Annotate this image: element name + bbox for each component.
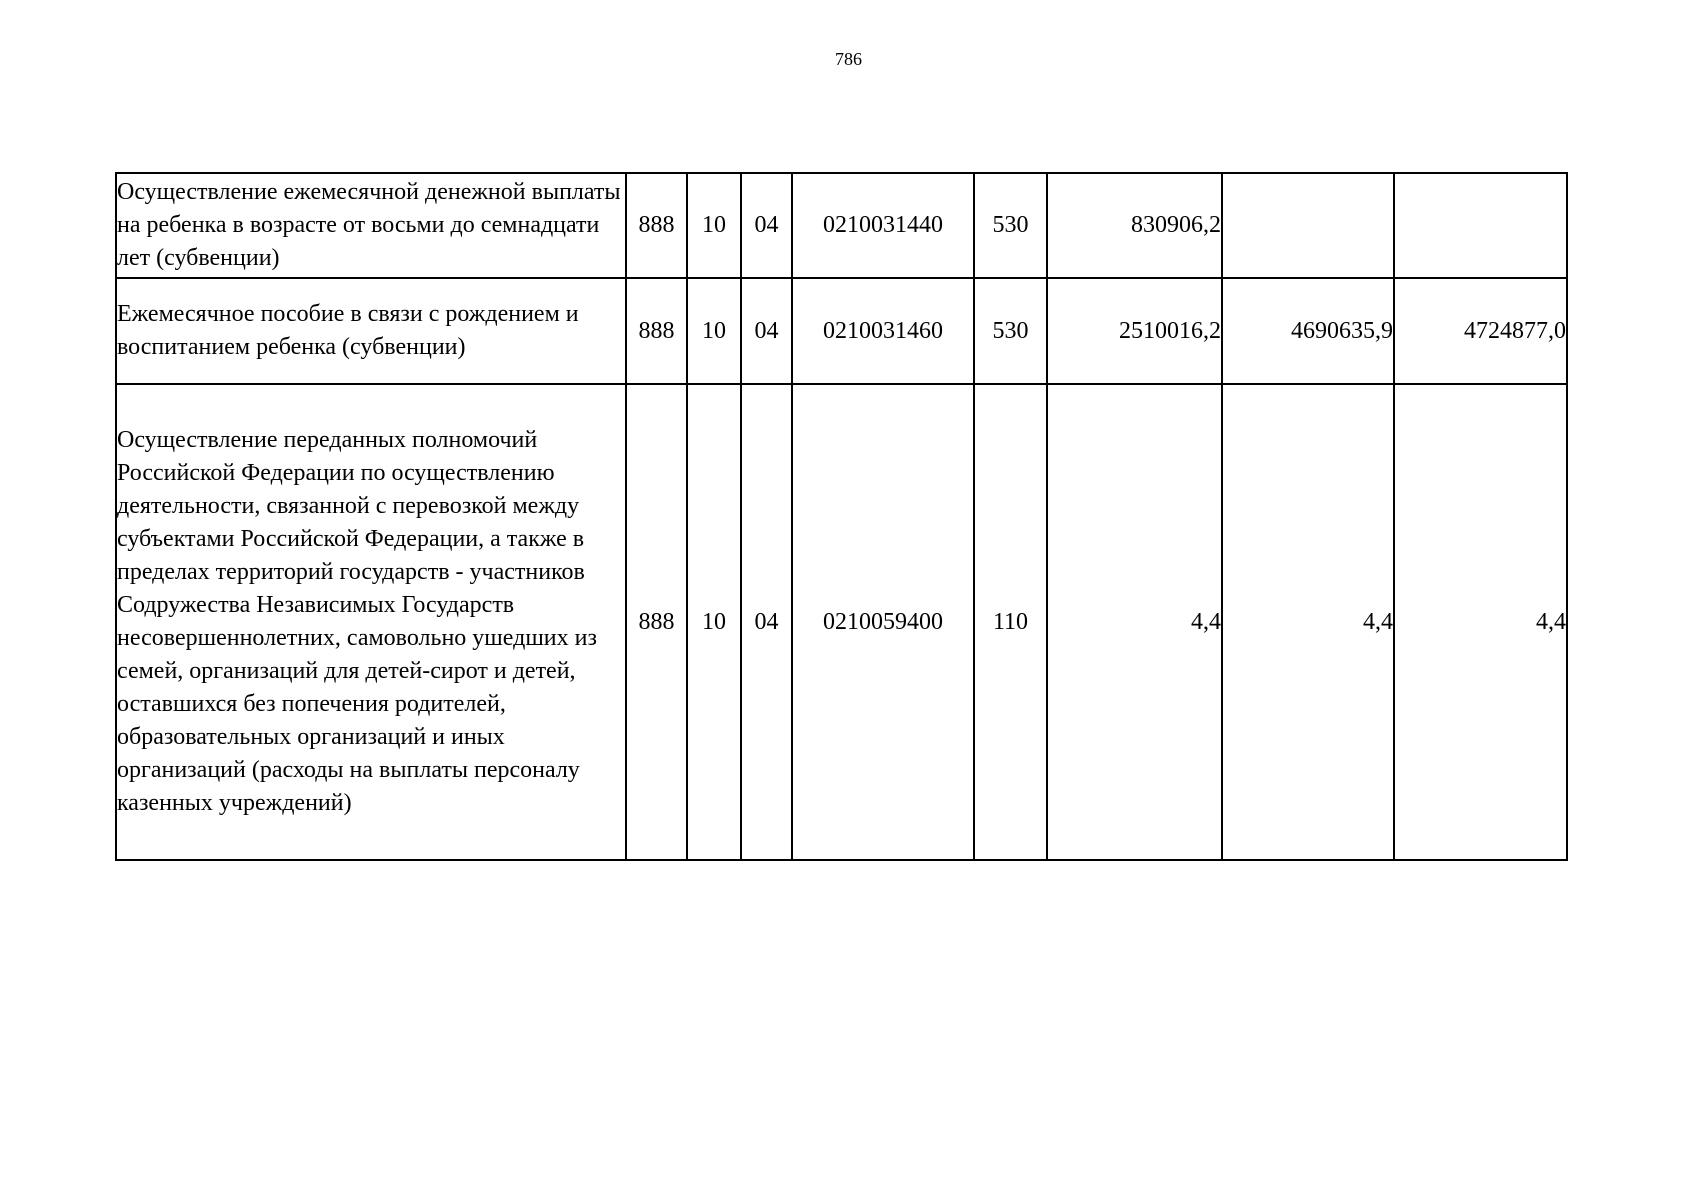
amount-3: 4,4 [1394, 384, 1567, 860]
budget-table [115, 172, 1568, 861]
expense-type-code: 530 [974, 278, 1047, 384]
row-description: Ежемесячное пособие в связи с рождением и воспитанием ребенка (субвенции) [116, 278, 626, 384]
target-article-code: 0210031460 [792, 278, 974, 384]
table-row [116, 173, 1567, 278]
amount-3: 4724877,0 [1394, 278, 1567, 384]
amount-2: 4,4 [1222, 384, 1394, 860]
expense-type-code: 530 [974, 173, 1047, 278]
amount-2: 4690635,9 [1222, 278, 1394, 384]
amount-2 [1222, 173, 1394, 278]
amount-1: 4,4 [1047, 384, 1222, 860]
table-row [116, 278, 1567, 384]
admin-code: 888 [626, 278, 687, 384]
section-code: 10 [687, 173, 741, 278]
subsection-code: 04 [741, 173, 792, 278]
row-description: Осуществление ежемесячной денежной выплаты на ребенка в возрасте от восьми до семнадцати лет (субвенции) [116, 173, 626, 278]
section-code: 10 [687, 384, 741, 860]
subsection-code: 04 [741, 384, 792, 860]
amount-1: 830906,2 [1047, 173, 1222, 278]
subsection-code: 04 [741, 278, 792, 384]
amount-3 [1394, 173, 1567, 278]
page-number: 786 [835, 49, 862, 69]
amount-1: 2510016,2 [1047, 278, 1222, 384]
table-row [116, 384, 1567, 860]
target-article-code: 0210031440 [792, 173, 974, 278]
admin-code: 888 [626, 384, 687, 860]
target-article-code: 0210059400 [792, 384, 974, 860]
admin-code: 888 [626, 173, 687, 278]
expense-type-code: 110 [974, 384, 1047, 860]
row-description: Осуществление переданных полномочий Российской Федерации по осуществлению деятельности, связанной с перевозкой между субъектами Российской Федерации, а также в пределах территорий государств - участников Содружества Независимых Государств несовершеннолетних, самовольно ушедших из семей, организаций для детей-сирот и детей, оставшихся без попечения родителей, образовательных организаций и иных организаций (расходы на выплаты персоналу казенных учреждений) [116, 384, 626, 860]
section-code: 10 [687, 278, 741, 384]
